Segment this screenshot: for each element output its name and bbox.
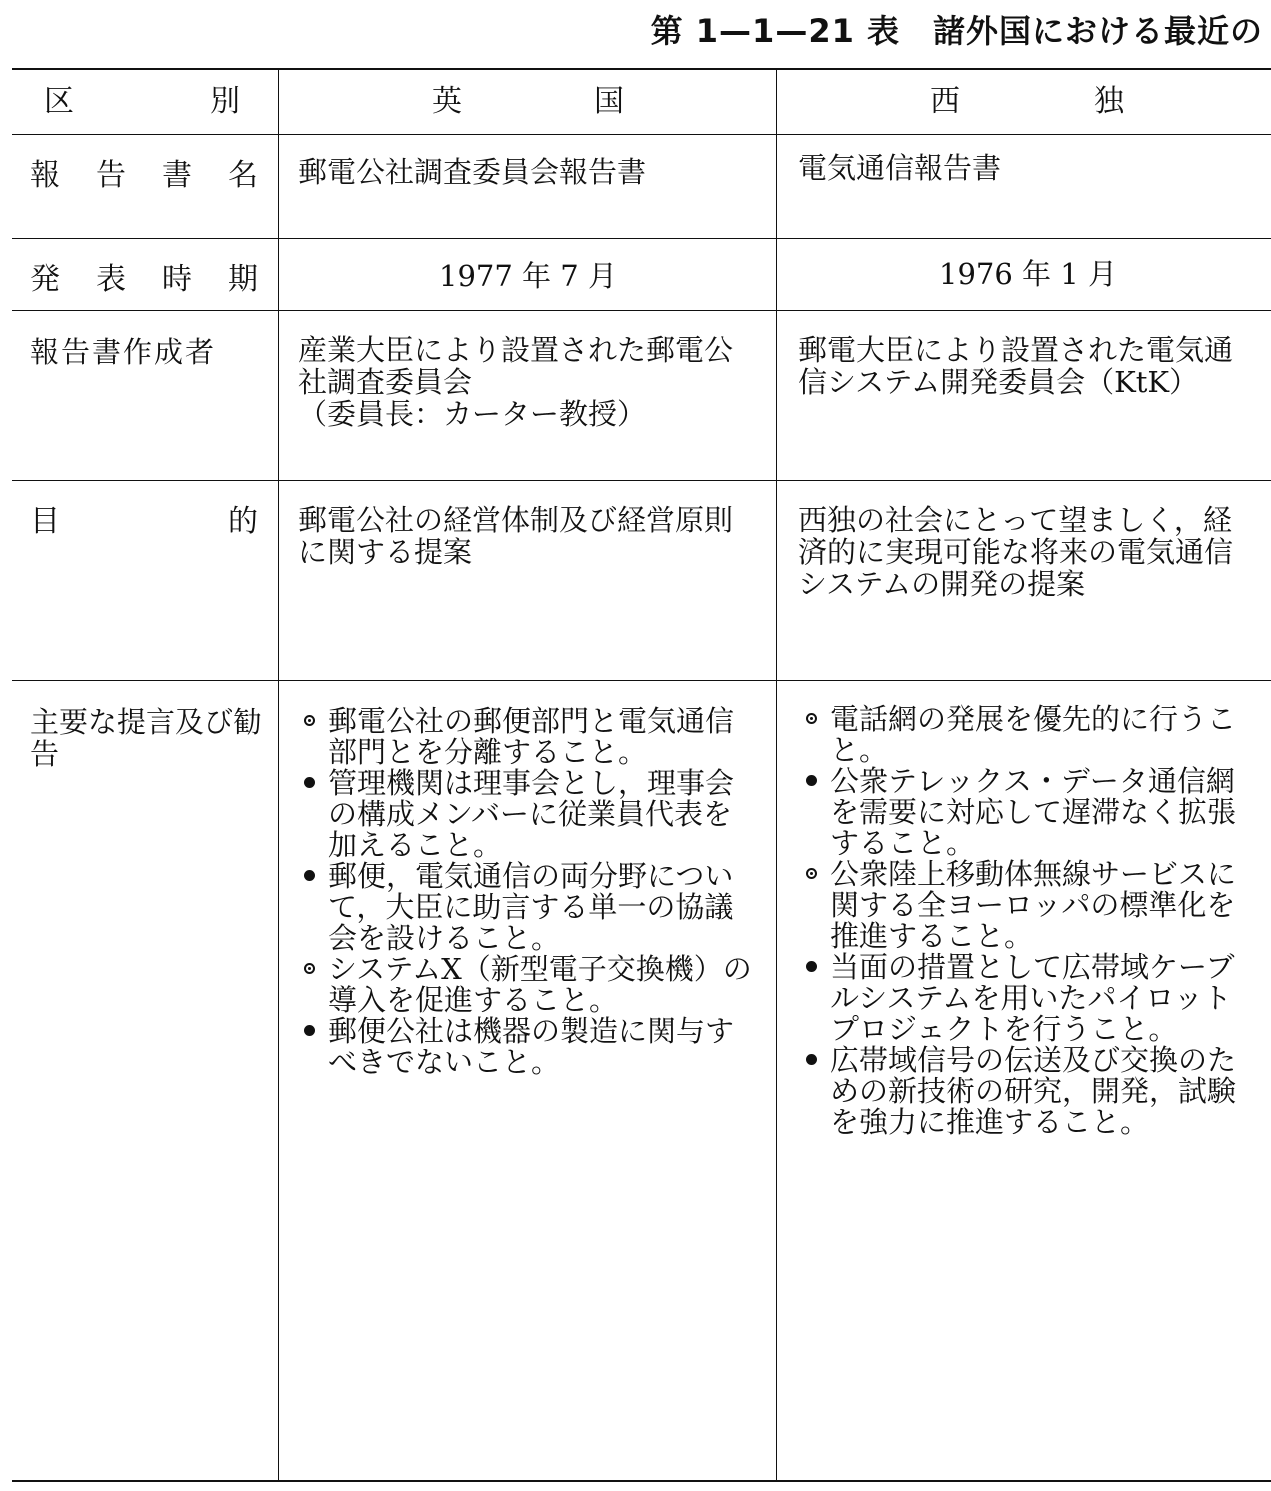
de-report-name: 電気通信報告書 bbox=[798, 151, 1002, 185]
header-uk: 英 国 bbox=[432, 84, 624, 119]
list-item: 公衆テレックス・データ通信網を需要に対応して遅滞なく拡張すること。 bbox=[800, 766, 1256, 859]
label-recommendations: 主要な提言及び勧告 bbox=[30, 705, 263, 771]
row-rule bbox=[12, 480, 1271, 481]
de-recommendation-list bbox=[800, 704, 1256, 1138]
de-author: 郵電大臣により設置された電気通信システム開発委員会（KtK） bbox=[798, 333, 1234, 399]
bullet-icon bbox=[304, 715, 315, 726]
uk-purpose: 郵電公社の経営体制及び経営原則に関する提案 bbox=[298, 503, 734, 569]
header-category: 区 別 bbox=[44, 84, 240, 119]
list-item: 広帯域信号の伝送及び交換のための新技術の研究，開発，試験を強力に推進すること。 bbox=[800, 1045, 1256, 1138]
label-author: 報告書作成者 bbox=[30, 335, 217, 369]
table-bottom-rule bbox=[12, 1480, 1271, 1482]
uk-author: 産業大臣により設置された郵電公社調査委員会 （委員長：カーター教授） bbox=[298, 333, 734, 431]
list-item: 当面の措置として広帯域ケーブルシステムを用いたパイロットプロジェクトを行うこと。 bbox=[800, 952, 1256, 1045]
list-item: システムX（新型電子交換機）の導入を促進すること。 bbox=[298, 954, 760, 1016]
bullet-icon bbox=[806, 961, 817, 972]
header-west-germany: 西 独 bbox=[930, 84, 1124, 119]
row-rule bbox=[12, 238, 1271, 239]
bullet-icon bbox=[304, 1025, 315, 1036]
header-bottom-rule bbox=[12, 134, 1271, 135]
label-published: 発 表 時 期 bbox=[30, 262, 258, 297]
de-published: 1976 年 1 月 bbox=[939, 257, 1117, 291]
label-purpose: 目 的 bbox=[30, 504, 258, 539]
row-rule bbox=[12, 310, 1271, 311]
row-rule bbox=[12, 680, 1271, 681]
column-divider bbox=[278, 68, 279, 1480]
bullet-icon bbox=[304, 777, 315, 788]
uk-published: 1977 年 7 月 bbox=[439, 259, 617, 293]
bullet-icon bbox=[806, 868, 817, 879]
list-item: 管理機関は理事会とし，理事会の構成メンバーに従業員代表を加えること。 bbox=[298, 768, 760, 861]
bullet-icon bbox=[806, 775, 817, 786]
table-top-rule bbox=[12, 68, 1271, 70]
label-report-name: 報 告 書 名 bbox=[30, 158, 258, 193]
bullet-icon bbox=[304, 870, 315, 881]
list-item: 電話網の発展を優先的に行うこと。 bbox=[800, 704, 1256, 766]
bullet-icon bbox=[806, 713, 817, 724]
column-divider bbox=[776, 68, 777, 1480]
uk-recommendation-list bbox=[298, 706, 760, 1078]
de-purpose: 西独の社会にとって望ましく，経済的に実現可能な将来の電気通信システムの開発の提案 bbox=[798, 503, 1234, 601]
list-item: 公衆陸上移動体無線サービスに関する全ヨーロッパの標準化を推進すること。 bbox=[800, 859, 1256, 952]
table-title: 第 1—1—21 表 諸外国における最近の bbox=[650, 12, 1263, 50]
uk-report-name: 郵電公社調査委員会報告書 bbox=[298, 155, 647, 189]
list-item: 郵便公社は機器の製造に関与すべきでないこと。 bbox=[298, 1016, 760, 1078]
bullet-icon bbox=[806, 1054, 817, 1065]
bullet-icon bbox=[304, 963, 315, 974]
list-item: 郵便，電気通信の両分野について，大臣に助言する単一の協議会を設けること。 bbox=[298, 861, 760, 954]
list-item: 郵電公社の郵便部門と電気通信部門とを分離すること。 bbox=[298, 706, 760, 768]
